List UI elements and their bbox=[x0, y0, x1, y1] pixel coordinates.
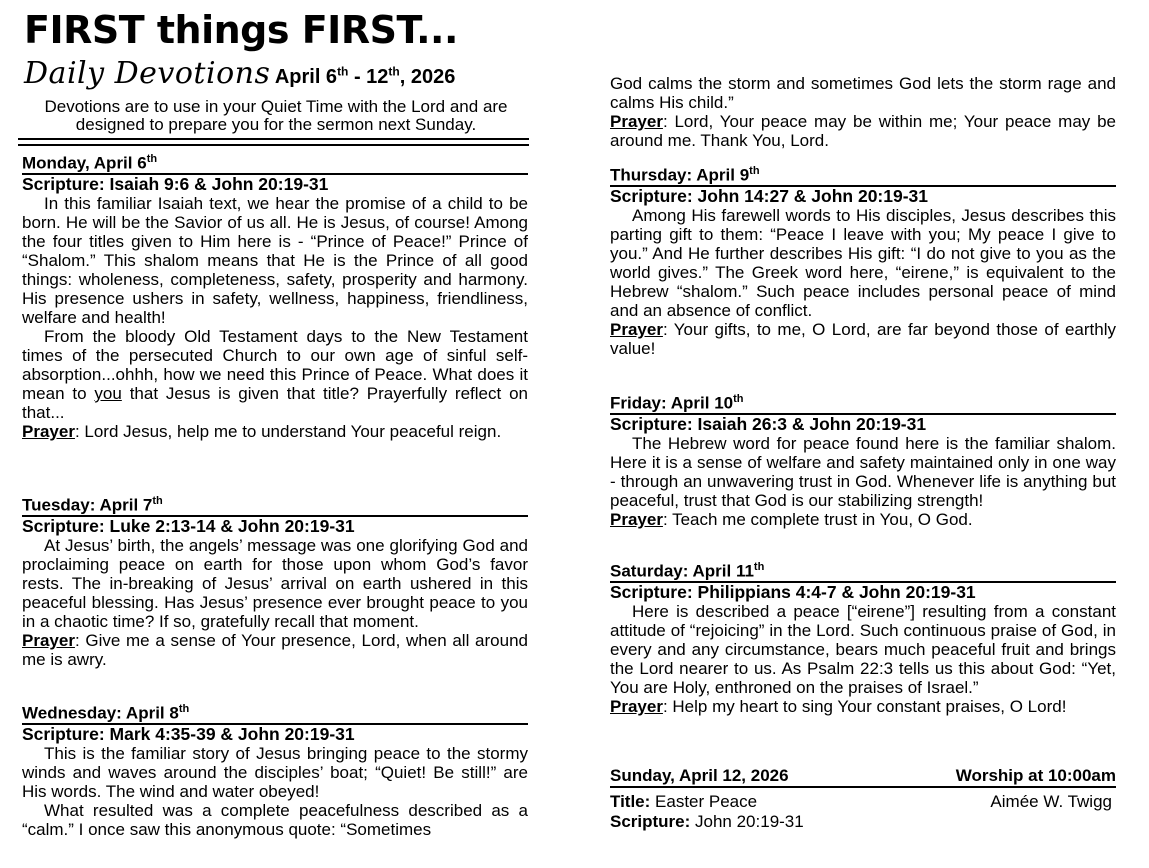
prayer: Prayer: Teach me complete trust in You, O God. bbox=[610, 509, 973, 529]
devotion-paragraph: From the bloody Old Testament days to the New Testament times of the persecuted Church to our own age of sinful self-absorption...ohhh, how we need this Prince of Peace. What does it mean to you that Jesus is given that title? Prayerfully reflect on that... bbox=[22, 326, 528, 422]
day-heading: Saturday: April 11th bbox=[610, 558, 1116, 583]
devotion-paragraph: What resulted was a complete peacefulness described as a “calm.” I once saw this anonymous quote: “Sometimes bbox=[22, 800, 528, 839]
sermon-scripture-label: Scripture: bbox=[610, 812, 691, 831]
day-heading: Thursday: April 9th bbox=[610, 162, 1116, 187]
day-thursday bbox=[610, 162, 1116, 358]
date-range bbox=[275, 66, 456, 88]
scripture-reference: Scripture: Mark 4:35-39 & John 20:19-31 bbox=[22, 723, 355, 744]
devotion-paragraph: This is the familiar story of Jesus bringing peace to the stormy winds and waves around the disciples’ boat; “Quiet! Be still!” are His words. The wind and water obeyed! bbox=[22, 743, 528, 801]
intro-text: Devotions are to use in your Quiet Time with the Lord and are designed to prepare you for the sermon next Sunday. bbox=[44, 97, 508, 134]
scripture-reference: Scripture: John 14:27 & John 20:19-31 bbox=[610, 185, 929, 206]
sermon-title: Easter Peace bbox=[650, 792, 758, 811]
day-heading: Wednesday: April 8th bbox=[22, 700, 528, 725]
sunday-date: Sunday, April 12, 2026 bbox=[610, 766, 789, 785]
date-sep: - 12 bbox=[348, 66, 389, 88]
prayer: Prayer: Lord, Your peace may be within me; Your peace may be around me. Thank You, Lord. bbox=[610, 112, 1116, 150]
date-year: , 2026 bbox=[399, 66, 456, 88]
devotion-paragraph: Here is described a peace [“eirene”] resulting from a constant attitude of “rejoicing” in the Lord. Such continuous praise of God, in every and any circumstance, bears much peaceful fruit and brings the Lord nearer to us. As Psalm 22:3 tells us this about God: “Yet, You are Holy, enthroned on the praises of Israel.” bbox=[610, 601, 1116, 697]
sermon-scripture: John 20:19-31 bbox=[690, 812, 804, 831]
day-heading: Monday, April 6th bbox=[22, 150, 528, 175]
devotion-paragraph: At Jesus’ birth, the angels’ message was one glorifying God and proclaiming peace on earth for those upon whom God’s favor rests. The in-breaking of Jesus’ arrival on earth ushered in this peaceful blessing. Has Jesus’ presence ever brought peace to you in a chaotic time? If so, gratefully recall that moment. bbox=[22, 535, 528, 631]
sermon-title-row bbox=[610, 792, 1116, 812]
sermon-author: Aimée W. Twigg bbox=[990, 792, 1112, 811]
day-heading: Friday: April 10th bbox=[610, 390, 1116, 415]
date-start-sup: th bbox=[337, 64, 349, 79]
scripture-reference: Scripture: Luke 2:13-14 & John 20:19-31 bbox=[22, 515, 355, 536]
header-divider bbox=[18, 138, 529, 146]
prayer: Prayer: Give me a sense of Your presence, Lord, when all around me is awry. bbox=[22, 630, 528, 669]
sermon-scripture-row bbox=[610, 812, 1116, 832]
worship-time: Worship at 10:00am bbox=[955, 766, 1116, 785]
day-monday bbox=[22, 150, 528, 441]
sermon-title-label: Title: bbox=[610, 792, 651, 811]
sunday-heading bbox=[610, 766, 1116, 788]
scripture-reference: Scripture: Isaiah 26:3 & John 20:19-31 bbox=[610, 413, 927, 434]
devotion-paragraph-continued: God calms the storm and sometimes God lets the storm rage and calms His child.” bbox=[610, 74, 1116, 112]
day-saturday bbox=[610, 558, 1116, 716]
prayer: Prayer: Lord Jesus, help me to understand Your peaceful reign. bbox=[22, 421, 502, 441]
devotion-paragraph: Among His farewell words to His disciples, Jesus describes this parting gift to them: “Peace I leave with you; My peace I give to you.” And He further describes His gift: “I do not give to you as the world gives.” The Greek word here, “eirene,” is equivalent to the Hebrew “shalom.” Such peace includes personal peace of mind and an absence of conflict. bbox=[610, 205, 1116, 320]
day-heading: Tuesday: April 7th bbox=[22, 492, 528, 517]
scripture-reference: Scripture: Isaiah 9:6 & John 20:19-31 bbox=[22, 173, 329, 194]
day-friday bbox=[610, 390, 1116, 529]
date-start: April 6 bbox=[274, 66, 338, 88]
date-end-sup: th bbox=[388, 64, 400, 79]
prayer: Prayer: Help my heart to sing Your constant praises, O Lord! bbox=[610, 696, 1067, 716]
sunday-worship-info bbox=[610, 766, 1116, 832]
prayer: Prayer: Your gifts, to me, O Lord, are far beyond those of earthly value! bbox=[610, 319, 1116, 358]
day-wednesday bbox=[22, 700, 528, 839]
page-title: FIRST things FIRST... bbox=[24, 8, 458, 52]
devotion-paragraph: In this familiar Isaiah text, we hear the promise of a child to be born. He will be the Savior of us all. He is Jesus, of course! Among the four titles given to Him here is - “Prince of Peace!” Prince of “Shalom.” This shalom means that He is the Prince of all good things: wholeness, completeness, safety, prosperity and harmony. His presence ushers in safety, wellness, happiness, friendliness, welfare and health! bbox=[22, 193, 528, 327]
subtitle bbox=[24, 56, 544, 96]
devotion-paragraph: The Hebrew word for peace found here is the familiar shalom. Here it is a sense of welfare and safety maintained only in one way - through an unwavering trust in God. Whenever life is anything but peaceful, trust that God is our stabilizing strength! bbox=[610, 433, 1116, 510]
day-wednesday-continued bbox=[610, 74, 1116, 150]
day-tuesday bbox=[22, 492, 528, 669]
scripture-reference: Scripture: Philippians 4:4-7 & John 20:19-31 bbox=[610, 581, 976, 602]
subtitle-script: Daily Devotions bbox=[24, 56, 271, 91]
